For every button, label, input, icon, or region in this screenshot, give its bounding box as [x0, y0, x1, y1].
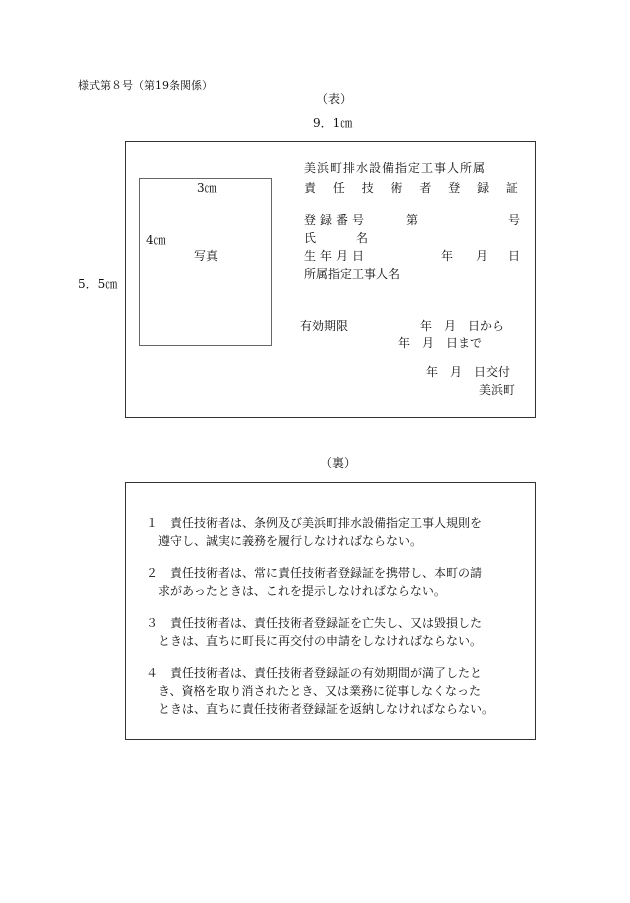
reg-number-label: 登録番号	[304, 213, 369, 227]
front-label: （表）	[316, 92, 353, 106]
item-text-cont: き、資格を取り消されたとき、又は業務に従事しなくなった	[158, 684, 482, 698]
photo-width-label: 3㎝	[197, 181, 217, 195]
birth-date-label: 生年月日	[304, 249, 369, 263]
item-text: 責任技術者は、常に責任技術者登録証を携帯し、本町の請	[170, 566, 483, 580]
reg-number-go: 号	[508, 213, 521, 227]
title-char: 任	[332, 181, 345, 195]
card-title-line1: 美浜町排水設備指定工事人所属	[304, 161, 487, 175]
title-char: 登	[448, 181, 461, 195]
registration-card-front	[125, 141, 536, 418]
back-item-4	[146, 664, 494, 718]
item-text-cont: ときは、直ちに町長に再交付の申請をしなければならない。	[158, 634, 483, 648]
issuer: 美浜町	[479, 383, 516, 397]
title-char: 責	[304, 181, 317, 195]
back-item-1	[146, 514, 482, 550]
item-text-cont: ときは、直ちに責任技術者登録証を返納しなければならない。	[158, 702, 495, 716]
issue-date: 年 月 日交付	[426, 365, 511, 379]
registration-card-back	[125, 482, 536, 740]
item-number: ４	[146, 666, 159, 680]
title-char: 証	[505, 181, 518, 195]
title-char: 技	[361, 181, 374, 195]
validity-label: 有効期限	[300, 319, 349, 333]
validity-from: 年 月 日から	[420, 319, 505, 333]
name-label-1: 氏	[304, 231, 317, 245]
card-width-label: 9．1㎝	[313, 116, 353, 130]
birth-year: 年	[441, 249, 454, 263]
back-label: （裏）	[320, 456, 357, 470]
item-number: １	[146, 516, 159, 530]
form-number: 様式第８号（第19条関係）	[78, 79, 213, 92]
item-text-cont: 遵守し、誠実に義務を履行しなければならない。	[158, 534, 423, 548]
card-height-label: 5．5㎝	[78, 277, 118, 291]
birth-month: 月	[476, 249, 489, 263]
item-number: ３	[146, 616, 159, 630]
item-text: 責任技術者は、条例及び美浜町排水設備指定工事人規則を	[170, 516, 483, 530]
title-char: 者	[419, 181, 432, 195]
back-item-2	[146, 564, 482, 600]
affiliation-label: 所属指定工事人名	[304, 267, 401, 281]
name-label-2: 名	[356, 231, 369, 245]
birth-day: 日	[508, 249, 521, 263]
item-number: ２	[146, 566, 159, 580]
card-title-line2	[304, 180, 518, 196]
photo-label: 写真	[194, 249, 219, 263]
validity-to: 年 月 日まで	[398, 336, 483, 350]
item-text-cont: 求があったときは、これを提示しなければならない。	[158, 584, 446, 598]
item-text: 責任技術者は、責任技術者登録証の有効期間が満了したと	[170, 666, 483, 680]
title-char: 術	[390, 181, 403, 195]
back-item-3	[146, 614, 482, 650]
item-text: 責任技術者は、責任技術者登録証を亡失し、又は毀損した	[170, 616, 483, 630]
title-char: 録	[477, 181, 490, 195]
photo-height-label: 4㎝	[146, 233, 166, 247]
reg-number-dai: 第	[406, 213, 419, 227]
